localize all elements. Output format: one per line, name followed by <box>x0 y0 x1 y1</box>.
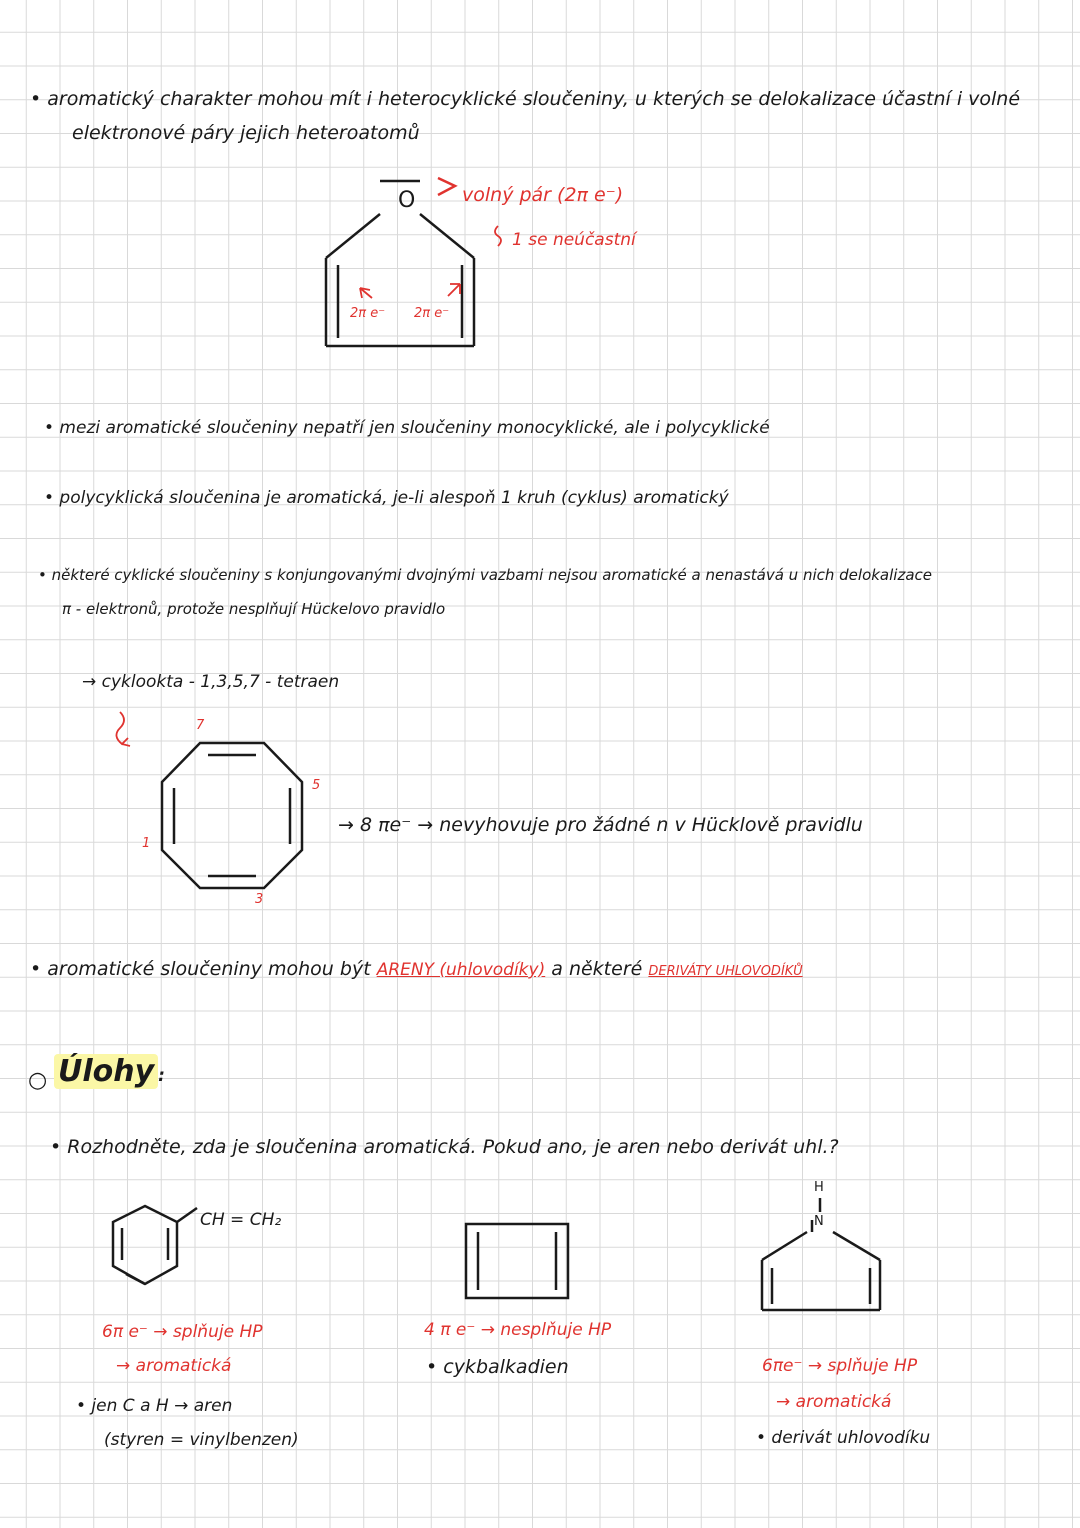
furan-oxygen-atom: O <box>398 188 416 213</box>
styrene-result-2: → aromatická <box>116 1356 232 1376</box>
tasks-bullet: ○ <box>28 1068 48 1093</box>
cyclooctatetraene-structure <box>116 712 302 888</box>
cyclooctatetraene-name: → cyklookta - 1,3,5,7 - tetraen <box>82 672 340 692</box>
furan-pi-right: 2π e⁻ <box>414 306 450 321</box>
cot-huckel-note: → 8 πe⁻ → nevyhovuje pro žádné n v Hücklově pravidlu <box>338 814 863 836</box>
cyclobutadiene-result-1: 4 π e⁻ → nesplňuje HP <box>424 1320 612 1340</box>
furan-pi-left: 2π e⁻ <box>350 306 386 321</box>
pyrrole-hydrogen: H <box>814 1180 824 1195</box>
bullet-non-aromatic-line1: • některé cyklické sloučeniny s konjungovanými dvojnými vazbami nejsou aromatické a nenastává u nich delokalizace <box>38 566 932 584</box>
cot-locant-1: 1 <box>142 836 151 851</box>
bullet-polycyclic-rule: • polycyklická sloučenina je aromatická, je-li alespoň 1 kruh (cyklus) aromatický <box>44 488 729 508</box>
pyrrole-result-1: 6πe⁻ → splňuje HP <box>762 1356 918 1376</box>
aromatic-types-line <box>30 958 803 980</box>
styrene-structure <box>113 1206 197 1284</box>
styrene-result-4: (styren = vinylbenzen) <box>104 1430 299 1450</box>
cot-locant-7: 7 <box>196 718 205 733</box>
pyrrole-nitrogen: N <box>814 1214 824 1229</box>
bullet-polycyclic: • mezi aromatické sloučeniny nepatří jen sloučeniny monocyklické, ale i polycyklické <box>44 418 770 438</box>
heterocycle-note-line1: • aromatický charakter mohou mít i heterocyklické sloučeniny, u kterých se delokalizace účastní i volné <box>30 88 1021 110</box>
pyrrole-result-2: → aromatická <box>776 1392 892 1412</box>
cyclobutadiene-structure <box>466 1224 568 1298</box>
cyclobutadiene-result-2: • cykbalkadien <box>426 1356 569 1378</box>
cot-locant-5: 5 <box>312 778 321 793</box>
pyrrole-result-3: • derivát uhlovodíku <box>756 1428 931 1448</box>
bullet-non-aromatic-line2: π - elektronů, protože nesplňují Hückelovo pravidlo <box>62 600 446 618</box>
styrene-vinyl-group: CH = CH₂ <box>200 1210 282 1230</box>
arenes-label: ARENY (uhlovodíky) <box>376 960 546 980</box>
tasks-heading: Úlohy : <box>54 1054 165 1089</box>
task-question: • Rozhodněte, zda je sloučenina aromatická. Pokud ano, je aren nebo derivát uhl.? <box>50 1136 839 1158</box>
cot-locant-3: 3 <box>255 892 264 907</box>
derivatives-label: DERIVÁTY UHLOVODÍKŮ <box>648 964 803 979</box>
heterocycle-note-line2: elektronové páry jejich heteroatomů <box>72 122 420 144</box>
aromatic-types-mid: a některé <box>551 958 643 980</box>
aromatic-types-pre: • aromatické sloučeniny mohou být <box>30 958 371 980</box>
styrene-result-1: 6π e⁻ → splňuje HP <box>102 1322 263 1342</box>
free-pair-not-participating-note: 1 se neúčastní <box>512 230 636 250</box>
styrene-result-3: • jen C a H → aren <box>76 1396 233 1416</box>
free-pair-note: volný pár (2π e⁻) <box>462 184 624 206</box>
